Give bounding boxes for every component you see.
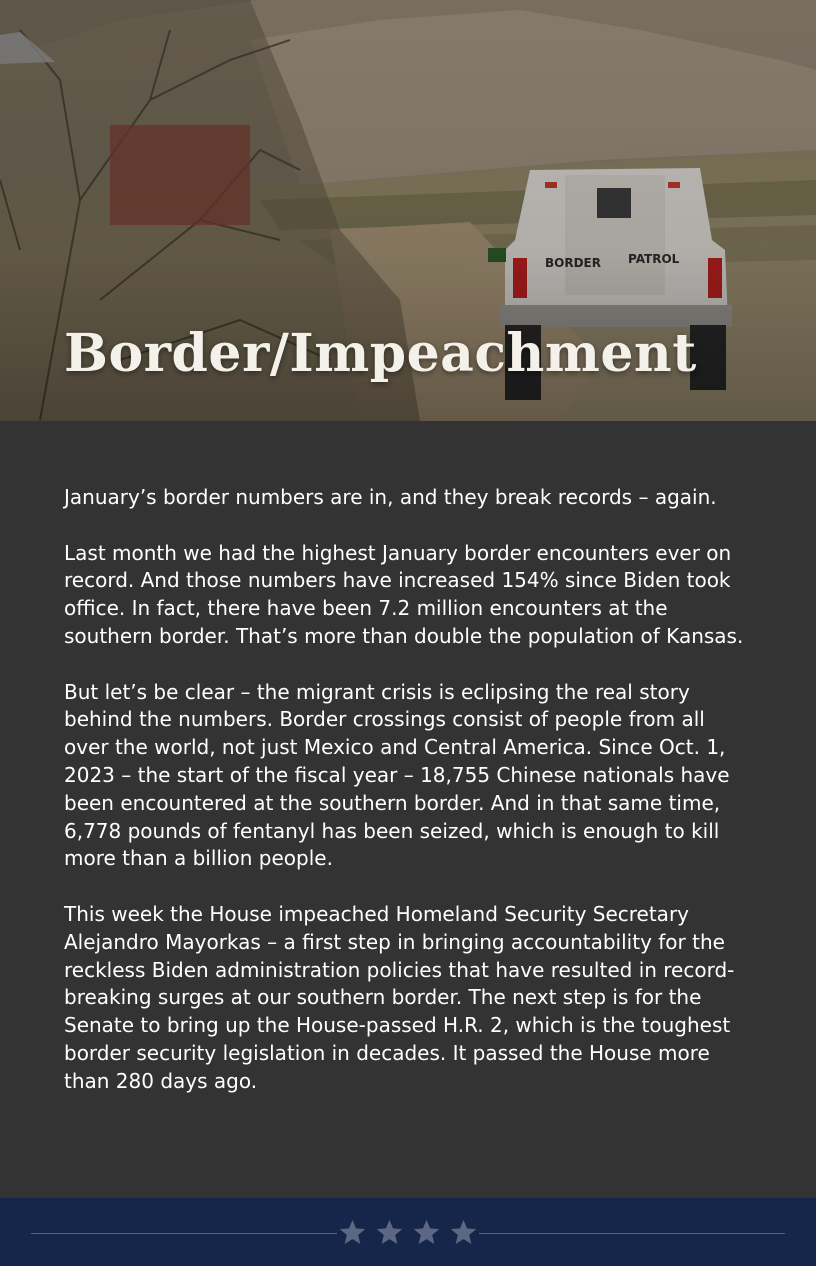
star-icon <box>375 1218 404 1247</box>
footer-divider-left <box>31 1233 337 1234</box>
article-body <box>64 484 754 1123</box>
paragraph-encounters: Last month we had the highest January border encounters ever on record. And those numbers have increased 154% since Biden took office. In fact, there have been 7.2 million encounters at the southern border. That’s more than double the population of Kansas. <box>64 540 744 648</box>
page-title: Border/Impeachment <box>64 323 697 384</box>
footer-stars <box>338 1212 478 1252</box>
star-icon <box>412 1218 441 1247</box>
paragraph-impeachment: This week the House impeached Homeland Security Secretary Alejandro Mayorkas – a first step in bringing accountability for the reckless Biden administration policies that have resulted in record-breaking surges at our southern border. The next step is for the Senate to bring up the House-passed H.R. 2, which is the toughest border security legislation in decades. It passed the House more than 280 days ago. <box>64 901 735 1093</box>
star-icon <box>449 1218 478 1247</box>
footer-band <box>0 1198 816 1266</box>
footer-divider-right <box>479 1233 785 1234</box>
hero-banner <box>0 0 816 421</box>
star-icon <box>338 1218 367 1247</box>
paragraph-migrant-crisis: But let’s be clear – the migrant crisis is eclipsing the real story behind the numbers. Border crossings consist of people from all over the world, not just Mexico and Central America. Since Oct. 1, 2023 – the start of the fiscal year – 18,755 Chinese nationals have been encountered at the southern border. And in that same time, 6,778 pounds of fentanyl has been seized, which is enough to kill more than a billion people. <box>64 679 730 871</box>
paragraph-intro: January’s border numbers are in, and they break records – again. <box>64 485 717 509</box>
